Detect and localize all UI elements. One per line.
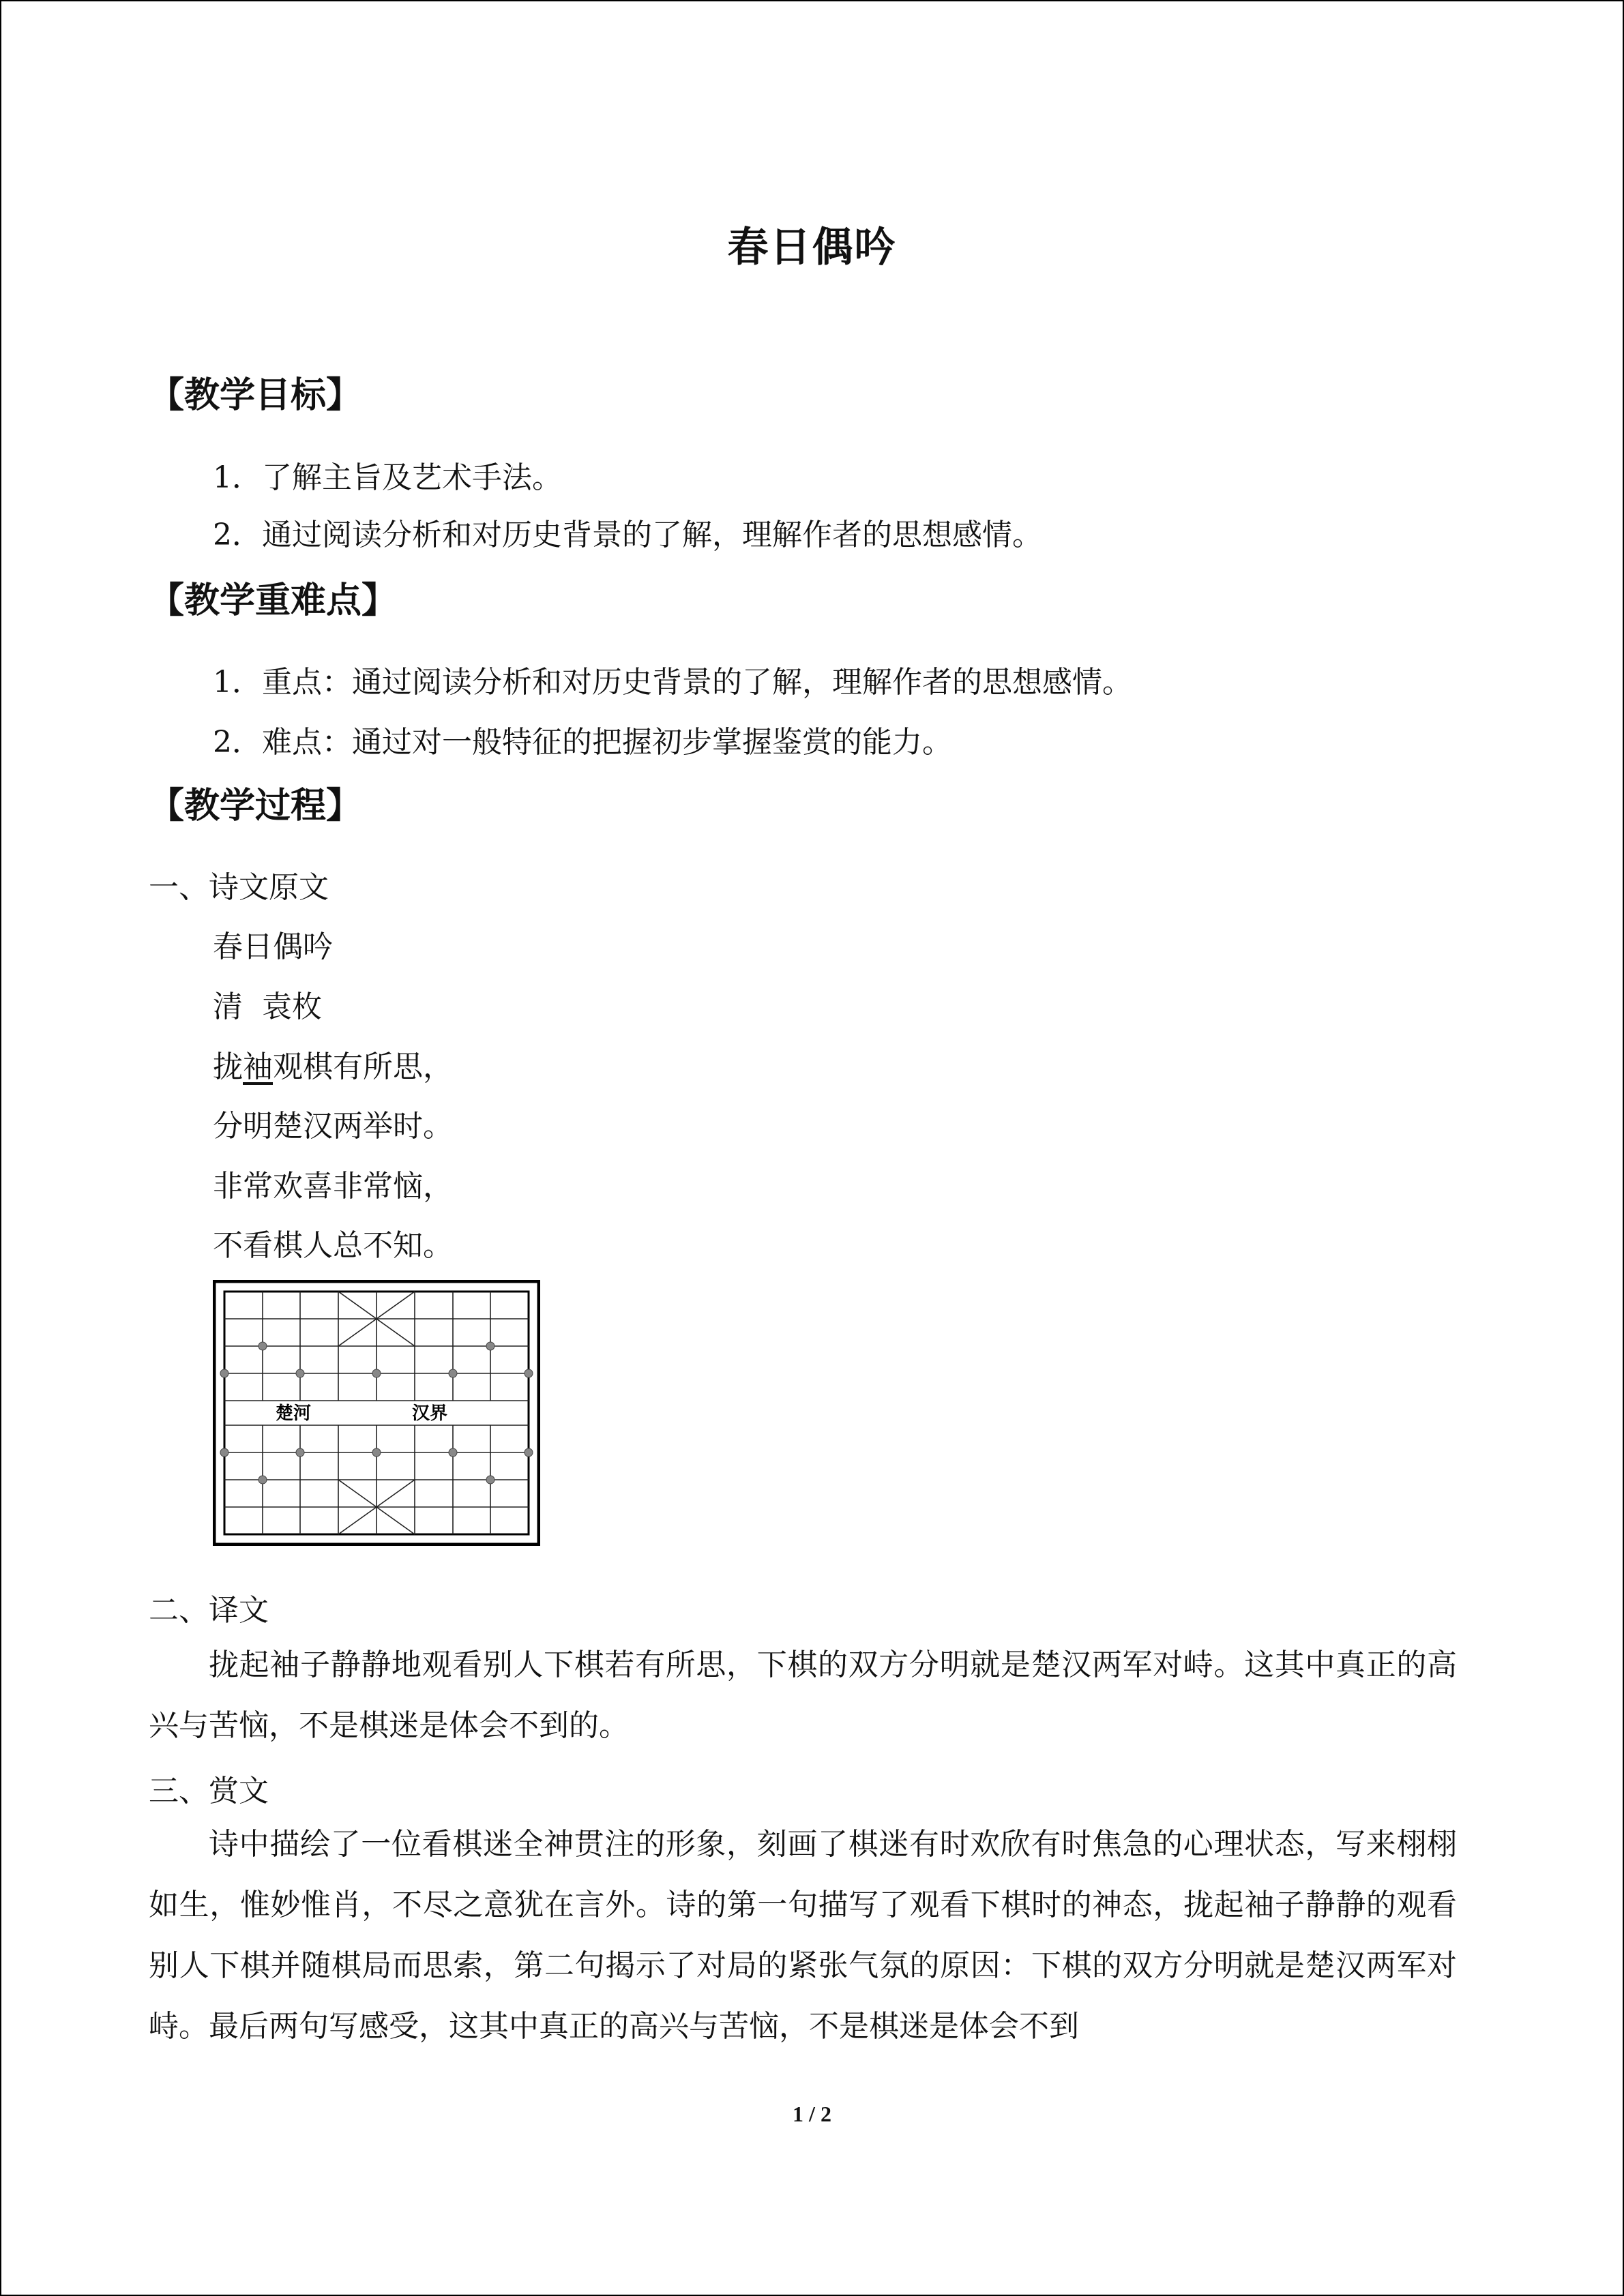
objective-item-2: 2．通过阅读分析和对历史背景的了解，理解作者的思想感情。 [213,518,1042,552]
page-title: 春日偶吟 [727,224,897,271]
poem-line-1-end: 观棋有所思， [273,1049,453,1084]
underlined-word: 袖 [243,1049,273,1084]
objectives-heading: 【教学目标】 [149,374,362,416]
river-label-left: 楚河 [276,1403,312,1424]
process-heading: 【教学过程】 [149,785,362,826]
poem-line-1-start: 拢 [213,1049,243,1084]
section-label-translation: 二、译文 [149,1593,269,1628]
section-label-original: 一、诗文原文 [149,870,329,905]
key-point-item-2: 2．难点：通过对一般特征的把握初步掌握鉴赏的能力。 [213,725,952,760]
appreciation-paragraph: 诗中描绘了一位看棋迷全神贯注的形象，刻画了棋迷有时欢欣有时焦急的心理状态，写来栩栩如生，惟妙惟肖，不尽之意犹在言外。诗的第一句描写了观看下棋时的神态，拢起袖子静静的观看别人下棋并随棋局而思索，第二句揭示了对局的紧张气氛的原因：下棋的双方分明就是楚汉两军对峙。最后两句写感受，这其中真正的高兴与苦恼，不是棋迷是体会不到 [149,1827,1457,2044]
section-label-appreciation: 三、赏文 [149,1774,269,1808]
key-point-item-1: 1．重点：通过阅读分析和对历史背景的了解，理解作者的思想感情。 [213,665,1132,700]
river-label-right: 汉界 [412,1403,448,1424]
poem-line-3: 非常欢喜非常恼， [213,1169,453,1204]
poem-title: 春日偶吟 [213,929,333,964]
poem-line-4: 不看棋人总不知。 [213,1228,453,1263]
translation-paragraph: 拢起袖子静静地观看别人下棋若有所思，下棋的双方分明就是楚汉两军对峙。这其中真正的高兴与苦恼，不是棋迷是体会不到的。 [149,1648,1457,1743]
objective-item-1: 1．了解主旨及艺术手法。 [213,460,562,495]
page-number: 1 / 2 [793,2102,831,2126]
poem-line-1 [213,1042,453,1086]
poem-author: 清 袁枚 [213,989,322,1024]
chinese-chess-board-image [213,1280,540,1546]
poem-line-2: 分明楚汉两举时。 [213,1109,453,1144]
key-points-heading: 【教学重难点】 [149,580,398,621]
